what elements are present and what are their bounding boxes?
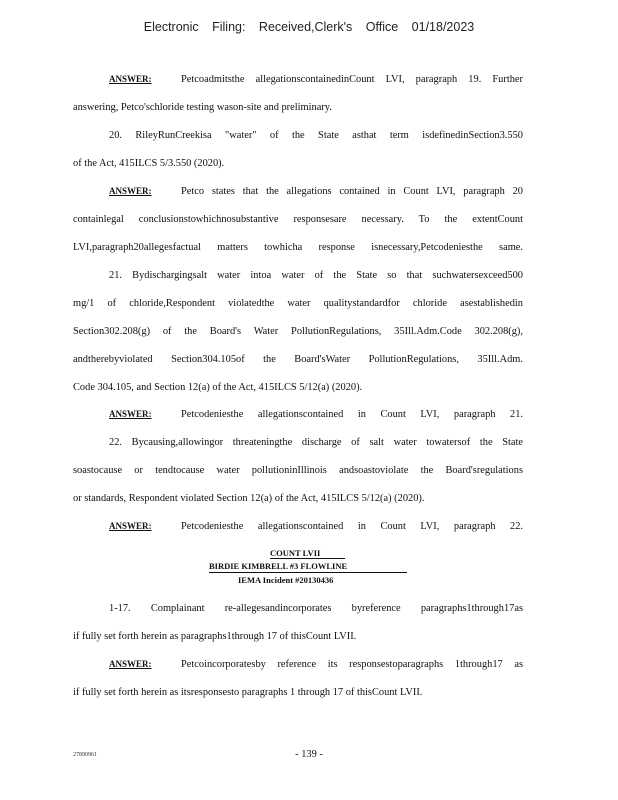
body-line: of the Act, 415ILCS 5/3.550 (2020). [73,158,225,169]
answer-label: ANSWER: [109,659,152,669]
body-line: containlegal conclusionstowhichnosubstantive responsesare necessary. To the extentCount [73,214,523,225]
answer-line [73,185,523,198]
answer-text: Petcoadmitsthe allegationscontainedinCount LVI, paragraph 19. Further [181,74,523,85]
answer-line [73,408,523,421]
answer-line [73,73,523,86]
answer-label: ANSWER: [109,409,152,419]
answer-label: ANSWER: [109,186,152,196]
filing-stamp: Electronic Filing: Received,Clerk's Office 01/18/2023 [143,20,475,34]
incident-heading: IEMA Incident #20130436 [238,575,334,585]
body-line: soastocause or tendtocause water pollutioninIllinois andsoastoviolate the Board'sregulations [73,465,523,476]
body-line: Section302.208(g) of the Board's Water PollutionRegulations, 35Ill.Adm.Code 302.208(g), [73,326,523,337]
answer-label: ANSWER: [109,521,152,531]
body-line: answering, Petco'schloride testing wason-site and preliminary. [73,102,332,113]
count-heading: COUNT LVII [270,548,321,558]
paragraph-line: 20. RileyRunCreekisa "water" of the State asthat term isdefinedinSection3.550 [109,130,523,141]
answer-text: Petcodeniesthe allegationscontained in Count LVI, paragraph 22. [181,521,523,532]
document-id: 27890961 [73,752,97,758]
answer-text: Petco states that the allegations contained in Count LVI, paragraph 20 [181,186,523,197]
body-line: or standards, Respondent violated Section 12(a) of the Act, 415ILCS 5/12(a) (2020). [73,493,425,504]
paragraph-line: 1-17. Complainant re-allegesandincorporates byreference paragraphs1through17as [109,603,523,614]
body-line: LVI,paragraph20allegesfactual matters towhicha response isnecessary,Petcodeniesthe same. [73,242,523,253]
site-heading: BIRDIE KIMBRELL #3 FLOWLINE [209,561,348,571]
answer-line [73,520,523,533]
answer-label: ANSWER: [109,74,152,84]
body-line: mg/1 of chloride,Respondent violatedthe water qualitystandardfor chloride asestablishedin [73,298,523,309]
body-line: andtherebyviolated Section304.105of the Board'sWater PollutionRegulations, 35Ill.Adm. [73,354,523,365]
answer-text: Petcoincorporatesby reference its responsestoparagraphs 1through17 as [181,659,523,670]
paragraph-line: 21. Bydischargingsalt water intoa water of the State so that suchwatersexceed500 [109,270,523,281]
answer-text: Petcodeniesthe allegationscontained in Count LVI, paragraph 21. [181,409,523,420]
answer-line [73,658,523,671]
page-number: - 139 - [295,749,323,760]
body-line: Code 304.105, and Section 12(a) of the Act, 415ILCS 5/12(a) (2020). [73,382,363,393]
body-line: if fully set forth herein as paragraphs1through 17 of thisCount LVII. [73,631,357,642]
body-line: if fully set forth herein as itsresponsesto paragraphs 1 through 17 of thisCount LVII. [73,687,423,698]
paragraph-line: 22. Bycausing,allowingor threateningthe discharge of salt water towatersof the State [109,437,523,448]
